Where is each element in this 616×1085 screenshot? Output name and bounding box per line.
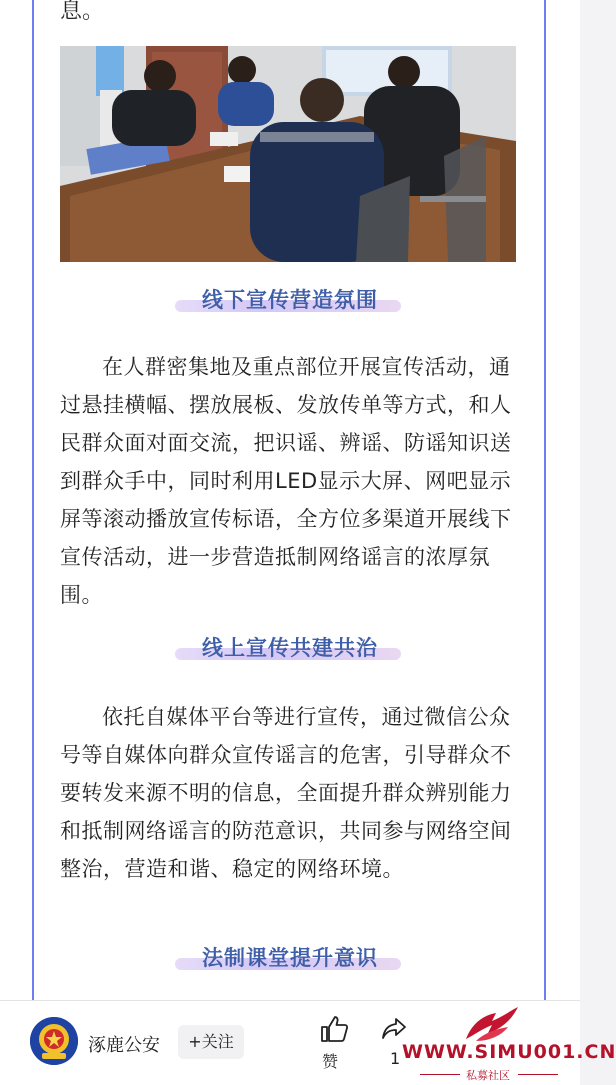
section-heading-law-class	[0, 942, 580, 972]
bottom-action-bar	[0, 1000, 616, 1085]
article-border-left	[32, 0, 34, 1000]
section-paragraph-online: 依托自媒体平台等进行宣传，通过微信公众号等自媒体向群众宣传谣言的危害，引导群众不要转发来源不明的信息，全面提升群众辨别能力和抵制网络谣言的防范意识，共同参与网络空间整治，营造和谐、稳定的网络环境。	[60, 705, 512, 881]
watermark-logo-icon	[462, 1005, 520, 1045]
account-name[interactable]: 涿鹿公安	[88, 1035, 160, 1056]
follow-button[interactable]: +关注	[178, 1025, 244, 1059]
section-heading-offline-text: 线下宣传营造氛围	[202, 288, 378, 312]
thumbs-up-icon[interactable]	[318, 1013, 350, 1045]
section-heading-online	[0, 632, 580, 662]
share-count: 1	[390, 1049, 401, 1068]
previous-text-fragment: 息。	[60, 0, 105, 24]
watermark-subtitle: 私募社区	[466, 1069, 510, 1082]
like-label[interactable]: 赞	[322, 1052, 339, 1071]
section-heading-law-class-text: 法制课堂提升意识	[202, 946, 378, 970]
section-heading-offline	[0, 284, 580, 314]
share-icon[interactable]	[380, 1015, 408, 1043]
watermark-rule-right	[518, 1074, 558, 1075]
section-heading-online-text: 线上宣传共建共治	[202, 636, 378, 660]
meeting-room-photo[interactable]	[60, 46, 516, 262]
article-border-right	[544, 0, 546, 1000]
section-paragraph-offline: 在人群密集地及重点部位开展宣传活动，通过悬挂横幅、摆放展板、发放传单等方式，和人民群众面对面交流，把识谣、辨谣、防谣知识送到群众手中，同时利用LED显示大屏、网吧显示屏等滚动播放宣传标语，全方位多渠道开展线下宣传活动，进一步营造抵制网络谣言的浓厚氛围。	[60, 355, 512, 607]
account-avatar[interactable]	[30, 1017, 78, 1065]
watermark-site: WWW.SIMU001.CN	[402, 1041, 616, 1063]
watermark-rule-left	[420, 1074, 460, 1075]
